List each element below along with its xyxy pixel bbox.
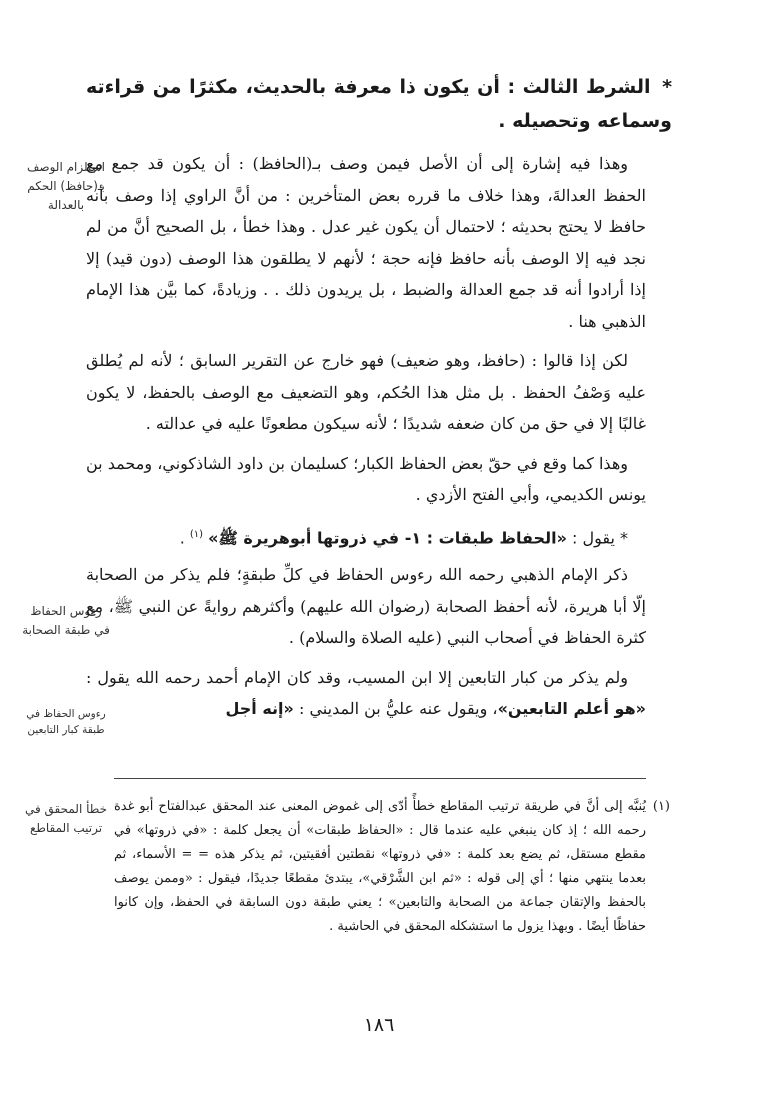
paragraph-3: وهذا كما وقع في حقّ بعض الحفاظ الكبار؛ كسليمان بن داود الشاذكوني، ومحمد بن يونس الكديمي، وأبي الفتح الأزدي . — [86, 453, 646, 504]
sub-heading-quote: «الحفاظ طبقات : ١- في ذروتها أبوهريرة ﷺ» — [208, 527, 567, 547]
paragraph-1: وهذا فيه إشارة إلى أن الأصل فيمن وصف بـ(الحافظ) : أن يكون قد جمع مع الحفظ العدالةَ، وهذا خلاف ما قرره بعض المتأخرين : من أنَّ الراوي إذا وصف بأنه حافظ لا يحتج بحديثه ؛ لاحتمال أن يكون غير عدل . وهذا خطأ ، بل الصحيح أنَّ من لم نجد فيه إلا الوصف بأنه حافظ فإنه حجة ؛ لأنهم لا يطلقون هذا الوصف (دون قيد) إلا إذا أرادوا أنه قد جمع العدالة والضبط ، بل يريدون ذلك . . وزيادةً، كما بيَّن هذا الإمام الذهبي هنا . — [86, 154, 647, 331]
margin-note-1: استلزام الوصف بـ(حافظ) الحكم بالعدالة — [27, 160, 105, 212]
heading-text: الشرط الثالث : أن يكون ذا معرفة بالحديث، مكثرًا من قراءته وسماعه وتحصيله . — [86, 76, 672, 132]
footnote-text: يُنبَّه إلى أنَّ في طريقة ترتيب المقاطع خطأً أدّى إلى غموض المعنى عند المحقق عبدالفتاح أبو غدة رحمه الله ؛ إذ كان ينبغي عليه عندما قال : «الحفاظ طبقات» أن يجعل كلمة : «في ذروتها» في مقطع مستقل، ثم يضع بعد كلمة : «في ذروتها» نقطتين أفقيتين، ثم يذكر هذه = = الأسماء، ثم بعدما ينتهي منها ؛ أي إلى قوله : «ثم ابن الشَّرْقي»، يبتدئ مقطعًا جديدًا، فيقول : «وممن يوصف بالحفظ والإتقان جماعة من الصحابة والتابعين» ؛ يعني طبقة دون السابقة في الحفظ، وإن كانوا حفاظًا أيضًا . وبهذا يزول ما استشكله المحقق في الحاشية . — [114, 799, 646, 934]
footnote-divider — [114, 778, 646, 779]
footnote-number: (١) — [652, 799, 670, 814]
quote-bold-2: «إنه أجل — [225, 699, 294, 719]
margin-note-3: رءوس الحفاظ في طبقة كبار التابعين — [26, 708, 106, 736]
page-number: ١٨٦ — [363, 1014, 395, 1036]
footnote-ref[interactable]: (١) — [189, 528, 204, 540]
footnote — [114, 795, 670, 939]
section-heading — [86, 70, 672, 138]
margin-note-2: رءوس الحفاظ في طبقة الصحابة — [22, 604, 110, 637]
main-text — [86, 148, 646, 733]
paragraph-5: ولم يذكر من كبار التابعين إلا ابن المسيب، وقد كان الإمام أحمد رحمه الله يقول : «هو أعلم التابعين»، ويقول عنه عليُّ بن المديني : «إنه أجل — [86, 667, 646, 719]
sub-heading: * يقول : «الحفاظ طبقات : ١- في ذروتها أبوهريرة ﷺ» $^{(١)}$ . — [179, 527, 628, 547]
quote-bold-1: «هو أعلم التابعين» — [497, 699, 646, 719]
star-marker: * — [662, 76, 672, 98]
paragraph-2: لكن إذا قالوا : (حافظ، وهو ضعيف) فهو خارج عن التقرير السابق ؛ لأنه لم يُطلق عليه وَصْفُ الحفظ . بل مثل هذا الحُكم، وهو التضعيف مع الوصف بالحفظ، لا يكون غالبًا إلا في حق من كان ضعفه شديدًا ؛ لأنه سيكون مطعونًا عليه في عدالته . — [86, 351, 646, 433]
paragraph-4: ذكر الإمام الذهبي رحمه الله رءوس الحفاظ في كلِّ طبقةٍ؛ فلم يذكر من الصحابة إلّا أبا هريرة، لأنه أحفظ الصحابة (رضوان الله عليهم) وأكثرهم روايةً عن النبي ﷺ، مع كثرة الحفاظ في أصحاب النبي (عليه الصلاة والسلام) . — [86, 565, 646, 648]
margin-note-4: خطأ المحقق في ترتيب المقاطع — [24, 802, 108, 835]
